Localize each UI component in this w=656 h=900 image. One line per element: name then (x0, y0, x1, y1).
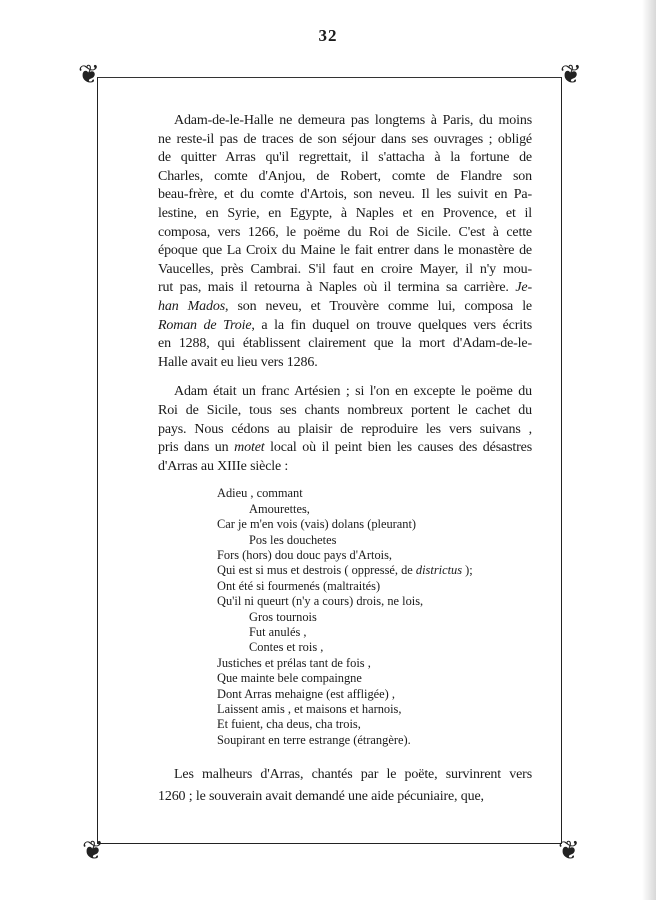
verse-text: Justiches et prélas tant de fois , (217, 655, 371, 670)
poem-verse (217, 579, 532, 594)
corner-ornament-icon: ❦ (78, 60, 100, 89)
text-line (158, 298, 532, 317)
text-segment: pris dans un (158, 440, 235, 456)
verse-text: Laissent amis , et maisons et harnois, (217, 701, 402, 716)
poem-verse (217, 502, 532, 517)
text-segment: rut pas, mais il retourna à Naples où il termina sa carrière. (158, 280, 516, 296)
text-line (158, 335, 532, 354)
poem-verse (217, 533, 532, 548)
poem-verse (217, 702, 532, 717)
text-segment: Les malheurs d'Arras, chantés par le poëte, survinrent vers (174, 767, 532, 783)
text-segment: local où il peint bien les causes des désastres (264, 440, 532, 456)
verse-text: Contes et rois , (249, 640, 324, 655)
paragraph-malheurs-arras (158, 764, 532, 808)
poem-verse (217, 717, 532, 732)
text-segment: beau-frère, et du comte d'Artois, son neveu. Il les suivit en Pa- (158, 187, 532, 203)
text-segment: d'Arras au XIIIe siècle : (158, 458, 289, 474)
text-segment: composa, vers 1266, le poëme du Roi de Sicile. C'est à cette (158, 224, 532, 240)
verse-text: Fors (hors) dou douc pays d'Artois, (217, 547, 392, 562)
text-line (158, 112, 532, 131)
poem-verse (217, 486, 532, 501)
text-line (158, 205, 532, 224)
text-segment: ne reste-il pas de traces de son séjour dans ses ouvrages ; obligé (158, 131, 532, 147)
verse-text: ); (462, 563, 473, 578)
text-line (158, 439, 532, 458)
text-segment: Adam-de-le-Halle ne demeura pas longtems à Paris, du moins (174, 113, 532, 128)
verse-text: Amourettes, (249, 501, 310, 516)
text-line (158, 383, 532, 402)
verse-text: Car je m'en vois (vais) dolans (pleurant) (217, 517, 417, 532)
text-line (158, 421, 532, 440)
verse-text: Gros tournois (249, 609, 317, 624)
verse-text: Pos les douchetes (249, 532, 337, 547)
poem-verse (217, 625, 532, 640)
text-line (158, 279, 532, 298)
text-segment: époque que La Croix du Maine le fait entrer dans le monastère de (158, 243, 532, 259)
text-line (158, 261, 532, 280)
text-line (158, 317, 532, 336)
text-line (158, 402, 532, 421)
poem-verse (217, 733, 532, 748)
text-segment: pays. Nous cédons au plaisir de reproduire les vers suivans , (158, 421, 532, 437)
poem-verse (217, 640, 532, 655)
paragraph-adam-de-le-halle (158, 112, 532, 372)
text-line (158, 149, 532, 168)
text-segment: de quitter Arras qu'il regrettait, il s'attacha à la fortune de (158, 150, 532, 166)
text-segment: , son neveu, et Trouvère comme lui, composa le (225, 298, 532, 314)
verse-text: Adieu , commant (217, 486, 303, 501)
italic-text: Je- (515, 280, 532, 296)
text-line (158, 242, 532, 261)
verse-text: Dont Arras mehaigne (est affligée) , (217, 686, 395, 701)
text-line (158, 168, 532, 187)
body-text (158, 112, 532, 808)
poem-verse (217, 563, 532, 578)
poem-verse (217, 687, 532, 702)
text-line (158, 224, 532, 243)
text-line (158, 764, 532, 786)
text-segment: lestine, en Syrie, en Egypte, à Naples et en Provence, et il (158, 205, 532, 221)
text-segment: Charles, comte d'Anjou, de Robert, comte de Flandre son (158, 168, 532, 184)
verse-text: Ont été si fourmenés (maltraités) (217, 578, 381, 593)
verse-text: Et fuient, cha deus, cha trois, (217, 717, 361, 732)
italic-text: motet (234, 440, 265, 456)
text-line (158, 786, 532, 808)
poem-verse (217, 610, 532, 625)
text-line (158, 458, 532, 477)
page-edge-shadow (642, 0, 656, 900)
text-segment: Adam était un franc Artésien ; si l'on en excepte le poëme du (174, 384, 532, 400)
verse-text: Soupirant en terre estrange (étrangère). (217, 732, 411, 747)
poem-verse (217, 594, 532, 609)
poem-verse (217, 517, 532, 532)
verse-text: Que mainte bele compaingne (217, 671, 362, 686)
text-segment: , a la fin duquel on trouve quelques vers écrits (251, 317, 533, 333)
page-number: 32 (318, 26, 338, 45)
poem-motet (217, 486, 532, 748)
text-line (158, 186, 532, 205)
text-segment: 1260 ; le souverain avait demandé une aide pécuniaire, que, (158, 789, 484, 805)
text-line (158, 354, 532, 373)
paragraph-artesien (158, 383, 532, 476)
corner-ornament-icon: ❦ (560, 60, 582, 89)
text-segment: Roi de Sicile, tous ses chants nombreux portent le cachet du (158, 402, 532, 418)
text-segment: en 1288, qui établissent clairement que la mort d'Adam-de-le- (158, 336, 532, 352)
poem-verse (217, 656, 532, 671)
poem-verse (217, 548, 532, 563)
corner-ornament-icon: ❦ (82, 836, 104, 865)
verse-text: Qu'il ni queurt (n'y a cours) drois, ne lois, (217, 594, 424, 609)
italic-text: han Mados (158, 298, 226, 314)
italic-text: Roman de Troie (158, 317, 252, 333)
corner-ornament-icon: ❦ (558, 836, 580, 865)
text-line (158, 131, 532, 150)
verse-text: Fut anulés , (249, 624, 307, 639)
text-segment: Vaucelles, près Cambrai. S'il faut en croire Mayer, il n'y mou- (158, 261, 532, 277)
italic-text: districtus (415, 563, 463, 578)
text-segment: Halle avait eu lieu vers 1286. (158, 354, 318, 370)
verse-text: Qui est si mus et destrois ( oppressé, de (217, 563, 416, 578)
poem-verse (217, 671, 532, 686)
